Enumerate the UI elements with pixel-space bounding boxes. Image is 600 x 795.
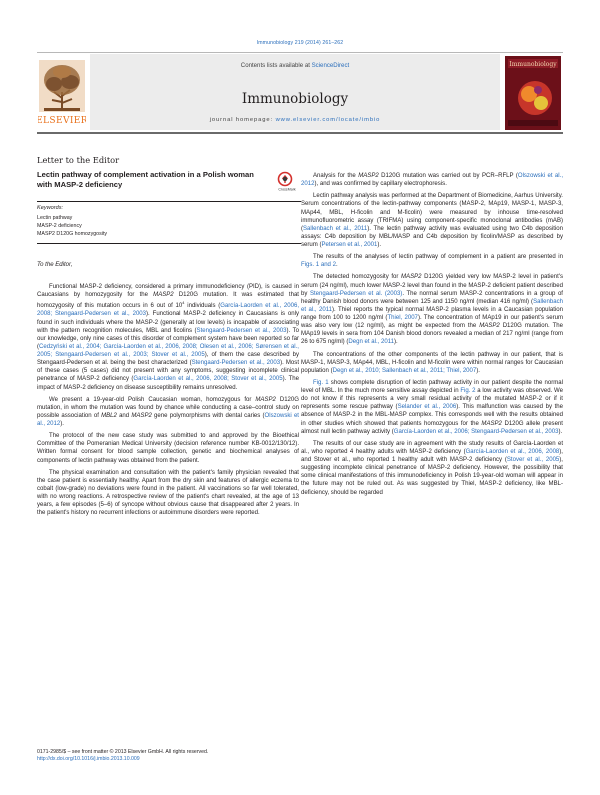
reference-link[interactable]: Stengaard-Pedersen et al., 2003 — [196, 327, 287, 334]
issn-copyright-line: 0171-2985/$ – see front matter © 2013 Elsevier GmbH. All rights reserved. — [37, 749, 209, 755]
salutation: To the Editor, — [37, 262, 73, 268]
reference-link[interactable]: García-Laorden et al., 2006, 2008; Stover et al., 2005 — [133, 376, 283, 383]
gene-name: MASP2 — [358, 173, 379, 179]
text-run: individuals ( — [184, 303, 221, 310]
body-paragraph — [37, 432, 299, 465]
keyword-item: MASP-2 deficiency — [37, 223, 82, 229]
reference-link[interactable]: Olszowski et al., 2012 — [301, 173, 563, 188]
text-run: ). This malfunction was caused by the absence of MASP-2 in the MBL-MASP complex. This corresponds well with the results obtained in other studies which showed that patients homozygous for the — [301, 404, 564, 427]
text-run: The physical examination and consultation with the patient's family physician revealed that the case patient is essentially healthy. Apart from the dry skin and features of allergic eczema to cobalt (low-grade) no deviations were found in the patient. All vaccinations so far well tolerated, with no wrong reactions. A retrospective review of the patient's chart revealed, at the age of 13 years, a few episodes (5–6) of syncope without obvious cause that disappeared after 2 years. In the patient's history no recurrent infections or autoimmune disorders were reported. — [37, 469, 299, 517]
reference-link[interactable]: Fig. 1 — [313, 379, 329, 386]
homepage-label: journal homepage: — [209, 117, 276, 123]
keywords-divider-top — [37, 201, 301, 202]
text-run: D120G yielded very low MASP-2 level in patient's serum (24 ng/ml), much lower MASP-2 level than found in the MASP-2 deficient patient described by — [301, 274, 563, 297]
gene-name: MBL2 — [101, 412, 117, 419]
text-run: Analysis for the — [313, 173, 359, 179]
cover-artwork-icon — [505, 56, 561, 130]
text-run: ), of them the case described by Stengaard-Pedersen et al. being the best characterized ( — [37, 352, 300, 367]
text-run: and — [116, 412, 132, 419]
text-run: . The normal serum MASP-2 concentrations in a group of healthy Danish blood donors were between 125 and 1150 ng/ml (median 416 ng/ml) ( — [301, 290, 563, 305]
text-run: shows complete disruption of lectin pathway activity in our patient despite the normal level of MBL. In the much more sensitive assay depicted in — [301, 379, 563, 394]
text-run: The protocol of the new case study was submitted to and approved by the Bioethical Committee of the Pomeranian Medical University (decision reference number KB-0012/130/12). Written formal consent for blood sample collection, genetic and biochemical analyses of components of lectin pathway was obtained from the patient. — [37, 433, 299, 464]
doi-link[interactable]: http://dx.doi.org/10.1016/j.imbio.2013.10.009 — [37, 756, 140, 763]
body-column-right — [301, 172, 563, 497]
text-run: Lectin pathway analysis was performed at the Department of Biomedicine, Aarhus University. Serum concentrations of the lectin-pathway components (MASP-2, MAp19, MASP-1, MASP-3, MAp44, MBL, H-ficolin and M-ficolin) were measured by inhouse time-resolved immunofluorometric assay (TRIFMA) using component-specific monoclonal antibodies (mAB) ( — [301, 193, 563, 232]
superscript: 4 — [182, 300, 185, 306]
gene-name: MASP2 — [481, 420, 502, 427]
text-run: a low activity was observed. We do not know if this represents a very small residual activity of the mutated MASP-2 or if it represents some rescue pathway ( — [301, 388, 564, 411]
body-paragraph — [301, 172, 563, 188]
body-paragraph — [37, 283, 299, 392]
reference-link[interactable]: García-Laorden et al., 2006; Stengaard-Pedersen et al., 2003 — [393, 428, 559, 435]
reference-link[interactable]: Degn et al., 2011 — [348, 339, 395, 346]
text-run: ). Most of these cases (5 cases) did not present with any symptoms, suggesting incomplete clinical penetrance of MASP-2 deficiency ( — [37, 360, 299, 383]
keyword-item: Lectin pathway — [37, 215, 73, 221]
text-run: ). The impact of MASP-2 deficiency on disease susceptibility remains unresolved. — [37, 376, 300, 391]
text-run: ). Thiel reports the typical normal MASP-2 plasma levels in a Caucasian population range from 100 to 1200 ng/ml ( — [301, 306, 563, 321]
reference-link[interactable]: Stengaard-Pedersen et al., 2003 — [191, 360, 281, 367]
text-run: ). — [394, 339, 398, 346]
text-run: Functional MASP-2 deficiency, considered a primary immunodeficiency (PID), is caused in Caucasians by homozygosity for the — [37, 284, 299, 299]
sciencedirect-link[interactable]: ScienceDirect — [311, 62, 350, 69]
reference-link[interactable]: Figs. 1 and 2 — [301, 262, 336, 269]
crossmark-icon[interactable] — [276, 171, 298, 193]
svg-text:CrossMark: CrossMark — [278, 187, 296, 192]
text-run: ). To our knowledge, only nine cases of this disorder of complement system have been reported so far ( — [37, 327, 300, 350]
body-column-left — [37, 283, 299, 517]
reference-link[interactable]: Olszowski et al., 2012 — [37, 412, 299, 428]
journal-title: Immunobiology — [241, 91, 349, 107]
body-paragraph — [301, 253, 563, 269]
text-run: ), and Stover et al., who reported 1 healthy adult with MASP-2 deficiency ( — [301, 448, 563, 463]
gene-name: MASP2 — [255, 396, 276, 403]
body-paragraph — [301, 351, 563, 375]
body-paragraph — [301, 440, 563, 497]
keywords-list — [37, 214, 107, 238]
text-run: The concentrations of the other components of the lectin pathway in our patient, that is MASP-1, MASP-3, MAp44, MBL, H-ficolin and M-ficolin were within normal ranges for Caucasian population ( — [301, 351, 563, 374]
header-divider-top — [37, 52, 563, 53]
reference-link[interactable]: Sallenbach et al., 2011 — [301, 298, 563, 313]
body-paragraph — [37, 469, 299, 518]
reference-link[interactable]: Petersen et al., 2001 — [321, 242, 378, 248]
journal-citation[interactable]: Immunobiology 219 (2014) 261–262 — [256, 40, 344, 46]
text-run: ). — [60, 421, 64, 428]
section-label: Letter to the Editor — [37, 155, 120, 165]
reference-link[interactable]: Stengaard-Pedersen et al. (2003) — [309, 290, 403, 297]
body-paragraph — [301, 379, 563, 436]
text-run: ). Functional MASP-2 deficiency in Caucasians is only found in such individuals where the MASP-2 (generally at low levels) is incapable of associating with the pattern recognition molecules, MBL and ficolins ( — [37, 311, 299, 334]
reference-link[interactable]: García-Laorden et al., 2006, 2008; Stengaard-Pedersen et al., 2003 — [37, 303, 300, 318]
gene-name: MASP2 — [401, 274, 422, 281]
text-run: ). The concentration of MAp19 in our patient's serum was also very low (12 ng/ml), as might be expected from the — [301, 315, 564, 330]
journal-cover-thumbnail[interactable] — [505, 56, 561, 130]
reference-link[interactable]: García-Laorden et al., 2006, 2008 — [465, 448, 560, 455]
reference-link[interactable]: Degn et al., 2010; Sallenbach et al., 2011; Thiel, 2007 — [332, 367, 477, 374]
text-run: ). — [476, 367, 480, 374]
text-run: ). — [377, 242, 382, 248]
svg-text:Immunobiology: Immunobiology — [509, 61, 557, 68]
text-run: The detected homozygosity for — [313, 274, 401, 281]
text-run: D120G mutation. It was estimated that homozygosity of this mutation occurs in 6 out of 10 — [37, 292, 299, 310]
journal-homepage-line — [90, 117, 500, 123]
body-paragraph — [301, 273, 563, 346]
body-paragraph — [37, 396, 299, 429]
reference-link[interactable]: Selander et al., 2006 — [397, 404, 457, 411]
text-run: The results of the analyses of lectin pathway of complement in a patient are presented in — [313, 254, 563, 261]
reference-link[interactable]: Fig. 2 — [460, 388, 476, 394]
article-title: Lectin pathway of complement activation in a Polish woman with MASP-2 deficiency — [37, 170, 254, 189]
text-run: gene polymorphisms with dental caries ( — [151, 412, 265, 419]
svg-text:ELSEVIER: ELSEVIER — [38, 116, 86, 126]
text-run: ). The lectin pathway activity was evaluated using two C4b deposition assays: C4b deposition by MBL/MASP and C4b deposition by ficolin/MASP as described by serum ( — [301, 225, 563, 248]
elsevier-logo — [38, 58, 86, 128]
keywords-divider-bottom — [37, 243, 301, 244]
reference-link[interactable]: Sallenbach et al., 2011 — [303, 225, 368, 232]
reference-link[interactable]: Cedzyński et al., 2004; García-Laorden et al., 2006, 2008; Olesen et al., 2006; Sørensen et al., 2005; Stengaard-Pedersen et al., 2003; Stover et al., 2005 — [37, 343, 299, 359]
reference-link[interactable]: Thiel, 2007 — [387, 315, 418, 321]
contents-available-line — [90, 62, 500, 69]
gene-name: MASP2 — [131, 412, 152, 419]
text-run: D120G mutation, in whom the mutation was found by chance while conducting a case–control study on possible association of — [37, 396, 299, 419]
gene-name: MASP2 — [153, 292, 174, 299]
homepage-link[interactable]: www.elsevier.com/locate/imbio — [275, 117, 381, 123]
reference-link[interactable]: Stover et al., 2005 — [506, 457, 560, 463]
text-run: D120G mutation was carried out by PCR–RFLP ( — [378, 173, 518, 179]
gene-name: MASP2 — [479, 323, 500, 330]
text-run: We present a 19-year-old Polish Caucasian woman, homozygous for — [49, 396, 256, 403]
contents-prefix: Contents lists available at — [240, 62, 312, 69]
text-run: . — [335, 262, 338, 269]
text-run: D120G mutation. The MAp19 levels in sera from 104 Danish blood donors revealed a median of 217 ng/ml (range from 26 to 675 ng/ml) ( — [301, 323, 563, 346]
text-run: ), suggesting incomplete clinical penetrance of MASP-2 deficiency. However, the possibility that some clinical manifestations of this immunodeficiency in Polish 19-year-old woman will appear in the future may not be ruled out. As was suggested by Thiel, MASP-2 deficiency, like MBL-deficiency, should be regarded — [301, 457, 563, 496]
text-run: D120G allele present almost null lectin pathway activity ( — [301, 420, 563, 435]
text-run: The results of our case study are in agreement with the study results of García-Laorden et al., who reported 4 healthy adults with MASP-2 deficiency ( — [301, 440, 563, 455]
body-paragraph — [301, 192, 563, 249]
keyword-item: MASP2 D120G homozygosity — [37, 231, 108, 237]
header-divider-bottom — [37, 132, 563, 134]
article-footer — [37, 749, 208, 763]
keywords-heading: Keywords: — [37, 205, 64, 211]
elsevier-tree-icon — [38, 58, 86, 128]
text-run: ). — [558, 428, 563, 435]
text-run: ), and was confirmed by capillary electrophoresis. — [314, 181, 447, 188]
